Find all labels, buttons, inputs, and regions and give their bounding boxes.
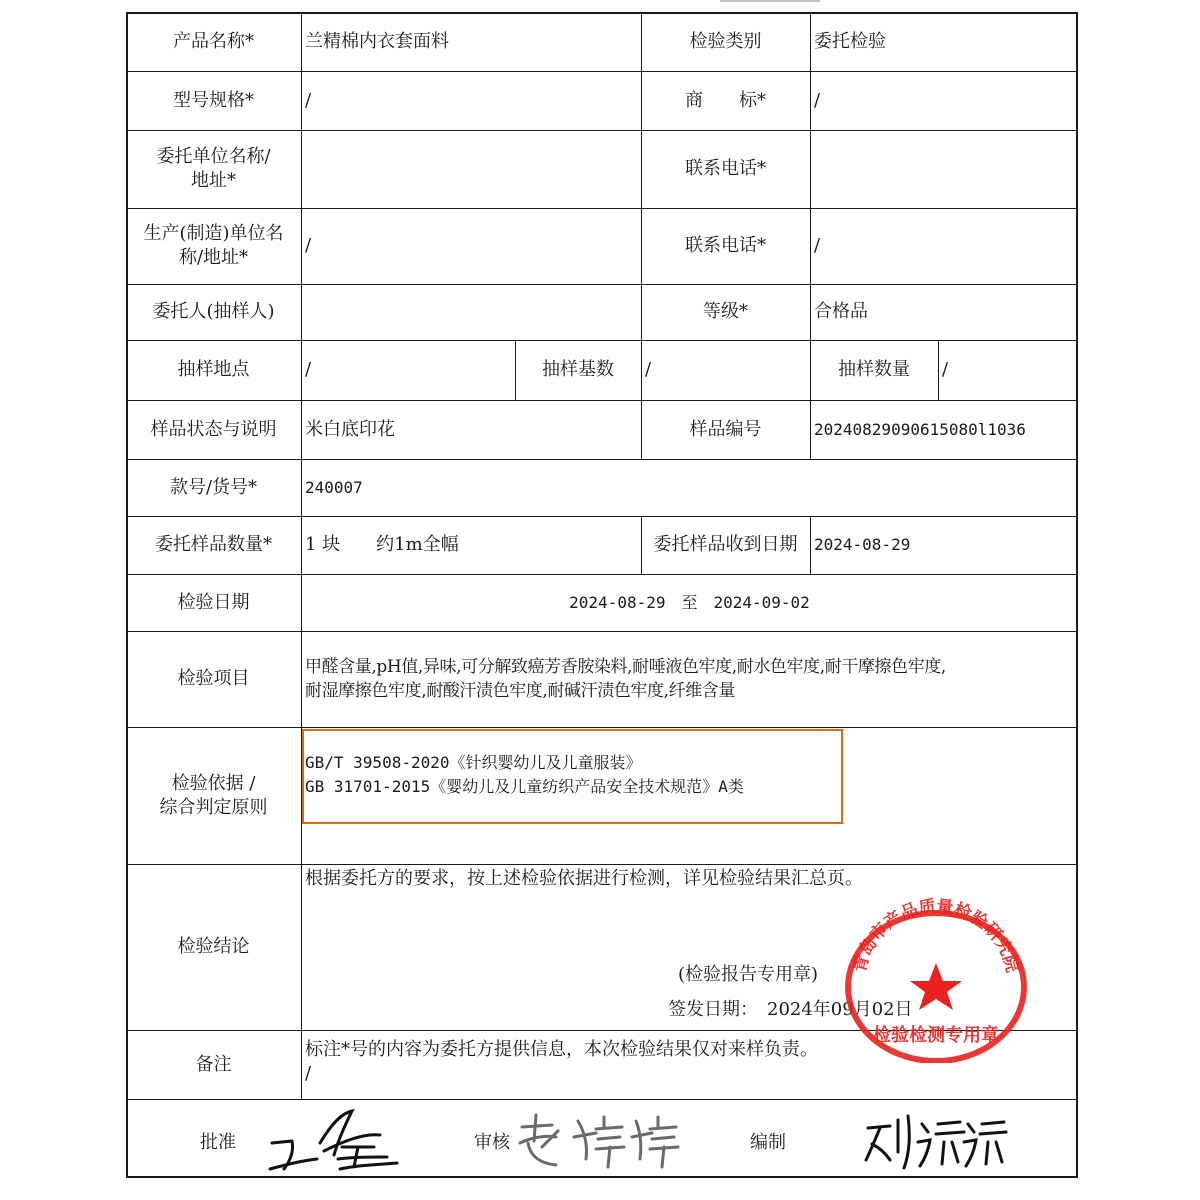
inspection-date-label: 检验日期 — [177, 591, 250, 613]
remarks-line2: / — [305, 1063, 312, 1084]
sample-status-value: 米白底印花 — [305, 418, 395, 440]
conclusion-label: 检验结论 — [177, 936, 250, 957]
basis-highlight-box — [302, 729, 843, 824]
received-date-value: 2024-08-29 — [814, 535, 911, 554]
product-name-label: 产品名称* — [173, 30, 254, 52]
client-unit-label — [126, 130, 301, 208]
basis-line1: GB/T 39508-2020《针织婴幼儿及儿童服装》 — [305, 753, 642, 772]
style-no-value: 240007 — [305, 477, 363, 497]
seal-bottom-text: 检验检测专用章 — [873, 1025, 999, 1046]
inspection-items-value — [301, 631, 1078, 727]
producer-unit-label — [126, 208, 301, 284]
issue-date: 签发日期： 2024年09月02日 — [668, 999, 913, 1020]
product-name-value: 兰精棉内衣套面料 — [305, 30, 449, 52]
official-seal — [838, 895, 1034, 1063]
trademark-label: 商 标* — [685, 89, 766, 111]
client-phone-value — [810, 130, 1078, 208]
producer-phone-label: 联系电话* — [685, 235, 766, 256]
basis-label-line2: 综合判定原则 — [159, 796, 268, 818]
client-unit-label-line1: 委托单位名称/ — [156, 146, 271, 167]
client-unit-value — [301, 130, 641, 208]
sampling-place-value: / — [305, 359, 312, 380]
basis-label-line1: 检验依据 / — [171, 772, 256, 794]
sample-status-label: 样品状态与说明 — [150, 418, 277, 440]
grade-label: 等级* — [703, 301, 748, 322]
sample-no-value: 20240829090615080l1036 — [814, 419, 1026, 439]
sample-count-value: 1 块 约1m全幅 — [305, 534, 459, 555]
sample-no-label: 样品编号 — [689, 418, 762, 440]
inspection-type-label: 检验类别 — [689, 30, 762, 52]
remarks-line1: 标注*号的内容为委托方提供信息，本次检验结果仅对来样负责。 — [305, 1039, 818, 1060]
seal-star-icon — [910, 963, 962, 1010]
producer-unit-label-line1: 生产(制造)单位名 — [143, 223, 284, 244]
top-scan-mark — [720, 0, 820, 8]
client-unit-label-line2: 地址* — [191, 170, 236, 191]
inspection-date-value: 2024-08-29 至 2024-09-02 — [569, 592, 810, 612]
sampling-place-label: 抽样地点 — [177, 359, 250, 380]
producer-unit-label-line2: 称/地址* — [178, 247, 249, 268]
trademark-value: / — [814, 89, 821, 111]
sample-count-label: 委托样品数量* — [155, 534, 272, 555]
sampling-qty-label: 抽样数量 — [838, 359, 910, 380]
basis-label — [126, 727, 301, 864]
sampling-base-label: 抽样基数 — [542, 359, 614, 380]
inspection-type-value: 委托检验 — [814, 30, 886, 52]
client-phone-label: 联系电话* — [685, 158, 766, 179]
basis-line2: GB 31701-2015《婴幼儿及儿童纺织产品安全技术规范》A类 — [305, 777, 744, 796]
model-spec-value: / — [305, 89, 312, 111]
sampling-base-value: / — [645, 359, 652, 380]
review-signature — [512, 1107, 682, 1171]
seal-ring-text: 青岛市产品质量检验研究院 — [849, 896, 1023, 975]
approve-label: 批准 — [200, 1132, 236, 1153]
stamp-note: (检验报告专用章) — [678, 964, 819, 985]
review-label: 审核 — [474, 1132, 510, 1153]
received-date-label: 委托样品收到日期 — [653, 534, 798, 555]
producer-phone-value: / — [814, 235, 821, 256]
style-no-label: 款号/货号* — [169, 476, 258, 498]
producer-unit-value: / — [305, 235, 312, 256]
inspection-items-label: 检验项目 — [177, 668, 250, 689]
approve-signature — [262, 1103, 402, 1175]
model-spec-label: 型号规格* — [173, 89, 254, 111]
client-person-label: 委托人(抽样人) — [152, 301, 275, 322]
inspection-items-line2: 耐湿摩擦色牢度,耐酸汗渍色牢度,耐碱汗渍色牢度,纤维含量 — [305, 681, 736, 701]
inspection-items-line1: 甲醛含量,pH值,异味,可分解致癌芳香胺染料,耐唾液色牢度,耐水色牢度,耐干摩擦色牢度, — [305, 657, 946, 677]
remarks-label: 备注 — [195, 1053, 232, 1075]
client-person-value — [301, 284, 641, 340]
compile-signature — [860, 1112, 1010, 1172]
grade-value: 合格品 — [814, 301, 868, 322]
sampling-qty-value: / — [942, 359, 949, 380]
compile-label: 编制 — [750, 1132, 786, 1153]
conclusion-text: 根据委托方的要求，按上述检验依据进行检测，详见检验结果汇总页。 — [305, 868, 863, 889]
